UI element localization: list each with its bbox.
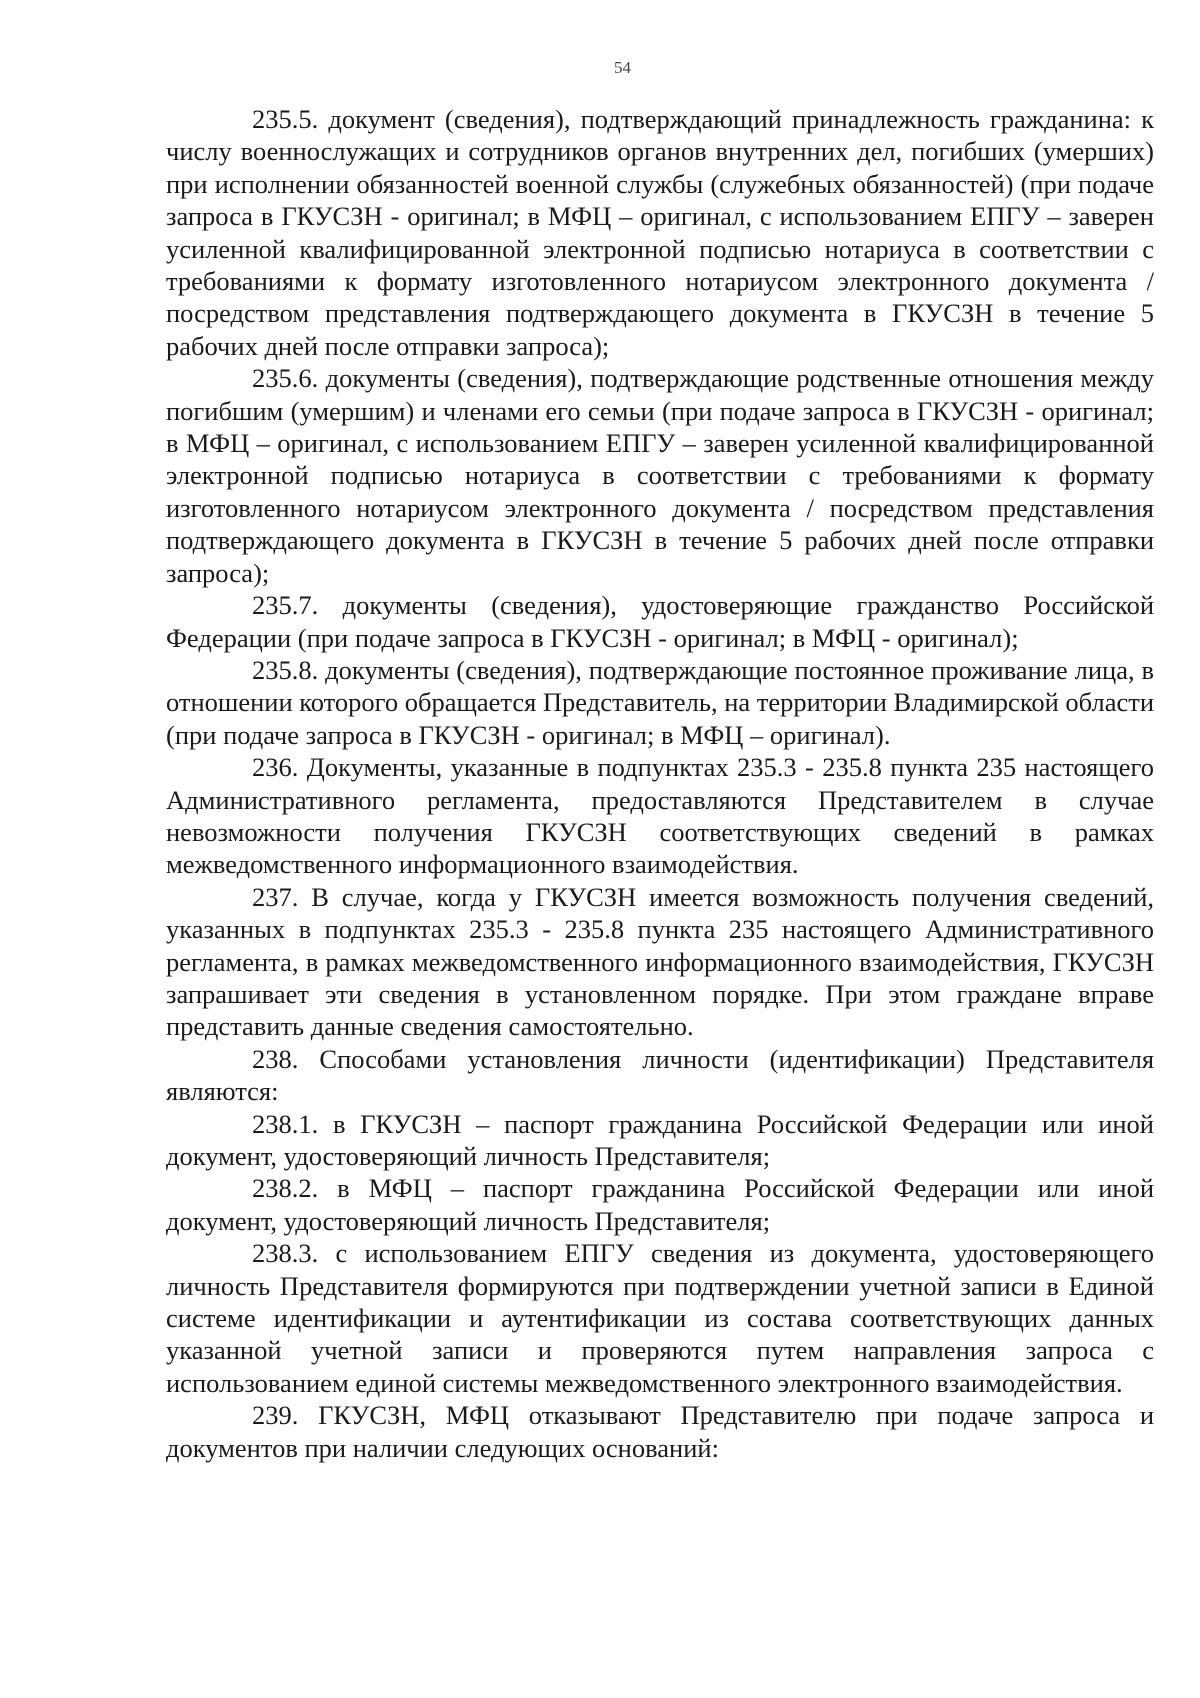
paragraph-text: в МФЦ – паспорт гражданина Российской Федерации или иной документ, удостоверяющий личность Представителя; [166, 1173, 1155, 1236]
paragraph-number: 235.8. [252, 654, 319, 685]
paragraph-text: с использованием ЕПГУ сведения из документа, удостоверяющего личность Представителя формируются при подтверждении учетной записи в Единой системе идентификации и аутентификации из состава соответствующих данных указанной учетной записи и проверяются путем направления запроса с использованием единой системы межведомственного электронного взаимодействия. [166, 1238, 1155, 1398]
paragraph-number: 235.5. [252, 104, 319, 134]
paragraph-number: 238.2. [252, 1173, 319, 1204]
paragraph-text: документы (сведения), удостоверяющие гражданство Российской Федерации (при подаче запроса в ГКУСЗН - оригинал; в МФЦ - оригинал); [166, 590, 1154, 653]
paragraph-number: 238.1. [252, 1108, 319, 1139]
paragraph-238-3 [166, 1237, 1154, 1399]
document-body [166, 103, 1154, 1464]
paragraph-235-7 [166, 589, 1154, 654]
paragraph-number: 235.7. [252, 590, 319, 621]
page-number: 54 [614, 58, 631, 77]
paragraph-236 [166, 751, 1154, 881]
paragraph-text: документы (сведения), подтверждающие родственные отношения между погибшим (умершим) и членами его семьи (при подаче запроса в ГКУСЗН - оригинал; в МФЦ – оригинал, с использованием ЕПГУ – заверен усиленной квалифицированной электронной подписью нотариуса в соответствии с требованиями к формату изготовленного нотариусом электронного документа / посредством представления подтверждающего документа в ГКУСЗН в течение 5 рабочих дней после отправки запроса); [166, 363, 1154, 588]
paragraph-235-6 [166, 362, 1154, 589]
paragraph-number: 237. [252, 881, 299, 912]
paragraph-number: 236. [252, 752, 299, 783]
paragraph-239 [166, 1399, 1154, 1464]
paragraph-text: Способами установления личности (идентификации) Представителя являются: [166, 1043, 1155, 1107]
paragraph-238 [166, 1043, 1154, 1108]
paragraph-text: ГКУСЗН, МФЦ отказывают Представителю при подаче запроса и документов при наличии следующих оснований: [166, 1400, 1154, 1463]
paragraph-number: 238. [252, 1043, 299, 1074]
paragraph-237 [166, 881, 1154, 1043]
paragraph-238-2 [166, 1172, 1154, 1237]
paragraph-text: в ГКУСЗН – паспорт гражданина Российской Федерации или иной документ, удостоверяющий личность Представителя; [166, 1108, 1154, 1171]
paragraph-235-5 [166, 103, 1154, 362]
paragraph-number: 235.6. [252, 363, 319, 394]
paragraph-number: 239. [252, 1400, 299, 1431]
paragraph-number: 238.3. [252, 1238, 319, 1269]
paragraph-text: Документы, указанные в подпунктах 235.3 - 235.8 пункта 235 настоящего Административного регламента, предоставляются Представителем в случае невозможности получения ГКУСЗН соответствующих сведений в рамках межведомственного информационного взаимодействия. [166, 752, 1154, 880]
paragraph-text: документы (сведения), подтверждающие постоянное проживание лица, в отношении которого обращается Представитель, на территории Владимирской области (при подаче запроса в ГКУСЗН - оригинал; в МФЦ – оригинал). [166, 654, 1154, 750]
paragraph-text: документ (сведения), подтверждающий принадлежность гражданина: к числу военнослужащих и сотрудников органов внутренних дел, погибших (умерших) при исполнении обязанностей военной службы (служебных обязанностей) (при подаче запроса в ГКУСЗН - оригинал; в МФЦ – оригинал, с использованием ЕПГУ – заверен усиленной квалифицированной электронной подписью нотариуса в соответствии с требованиями к формату изготовленного нотариусом электронного документа / посредством представления подтверждающего документа в ГКУСЗН в течение 5 рабочих дней после отправки запроса); [166, 104, 1154, 361]
paragraph-238-1 [166, 1108, 1154, 1173]
paragraph-text: В случае, когда у ГКУСЗН имеется возможность получения сведений, указанных в подпунктах 235.3 - 235.8 пункта 235 настоящего Административного регламента, в рамках межведомственного информационного взаимодействия, ГКУСЗН запрашивает эти сведения в установленном порядке. При этом граждане вправе представить данные сведения самостоятельно. [166, 881, 1155, 1042]
paragraph-235-8 [166, 654, 1154, 751]
